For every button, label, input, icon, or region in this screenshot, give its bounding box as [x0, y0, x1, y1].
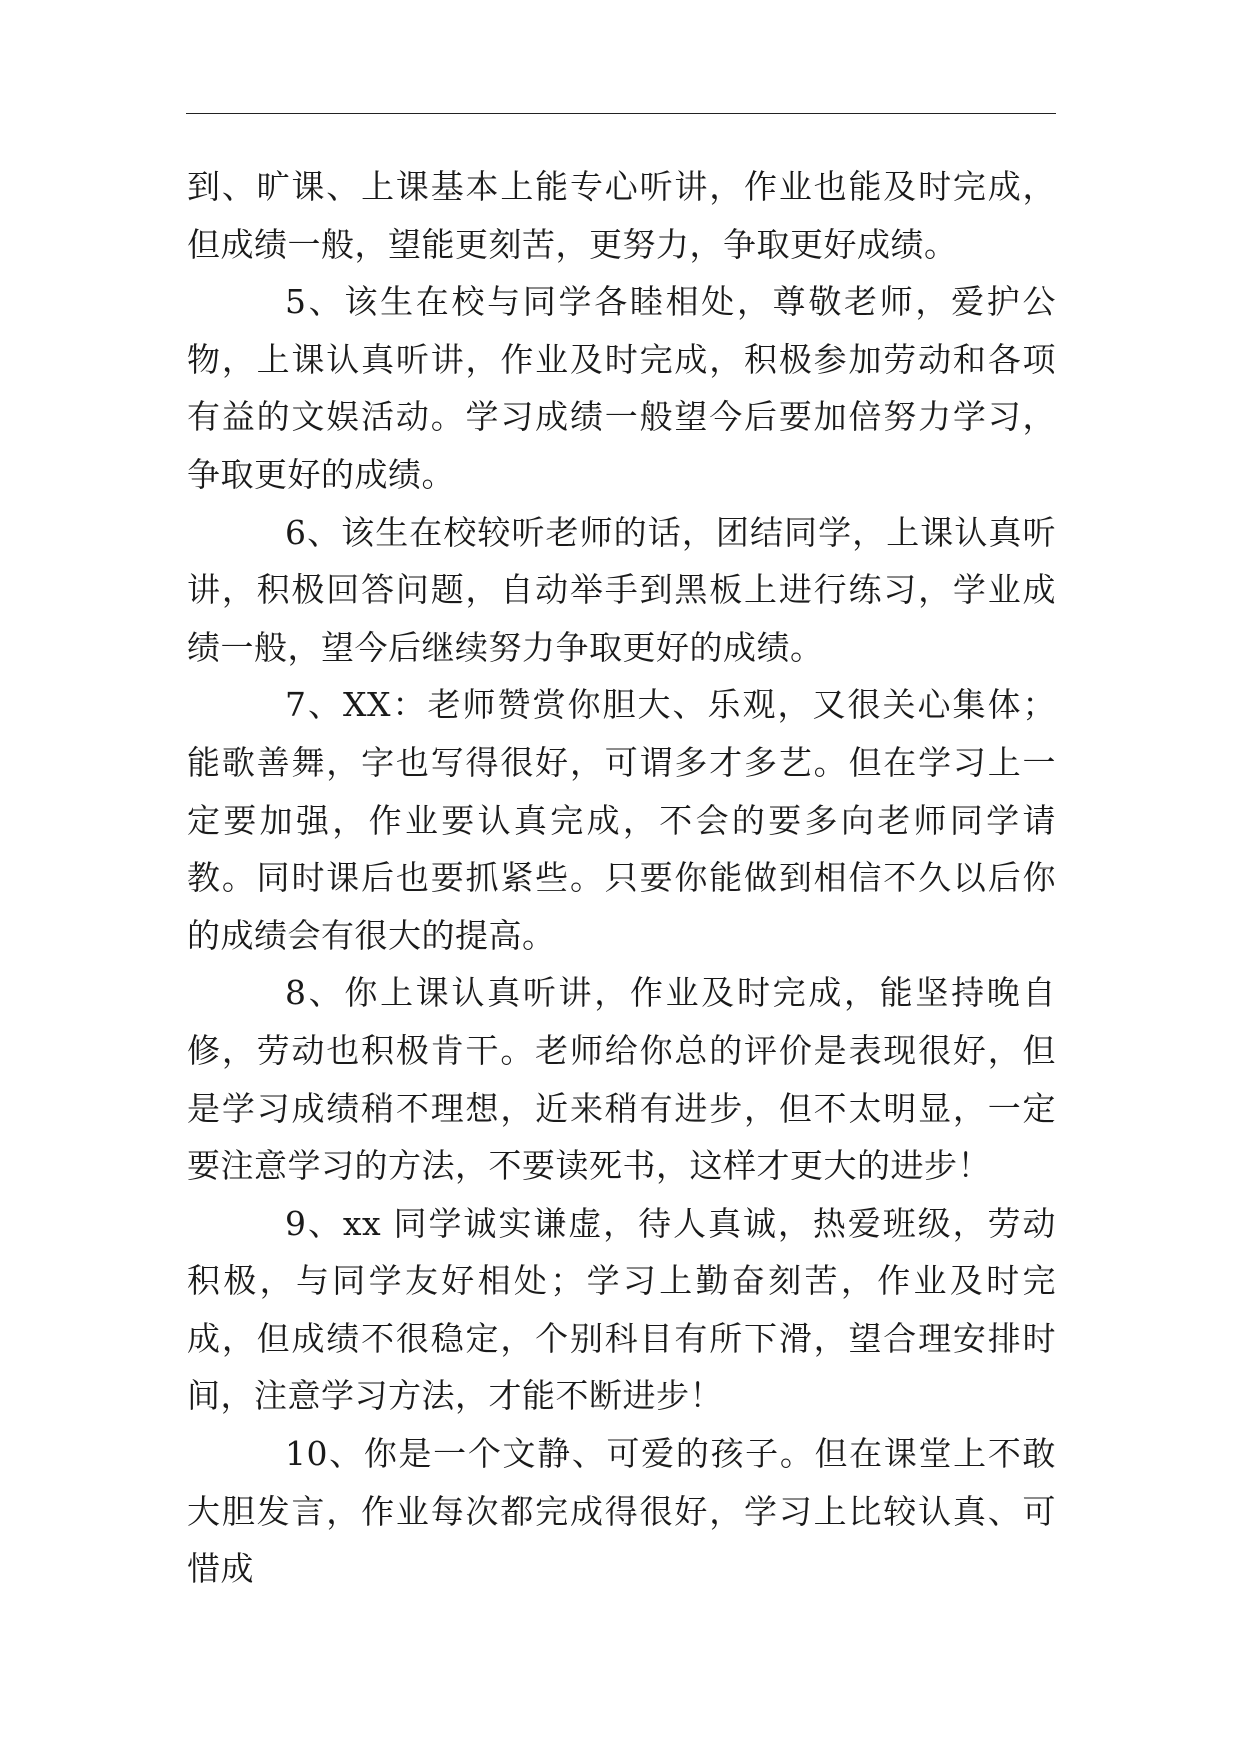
- document-body: [187, 158, 1056, 1598]
- paragraph-comment-6: 6、该生在校较听老师的话，团结同学，上课认真听讲，积极回答问题，自动举手到黑板上进行练习，学业成绩一般，望今后继续努力争取更好的成绩。: [187, 512, 1056, 667]
- paragraph-comment-9: 9、xx 同学诚实谦虚，待人真诚，热爱班级，劳动积极，与同学友好相处；学习上勤奋刻苦，作业及时完成，但成绩不很稳定，个别科目有所下滑，望合理安排时间，注意学习方法，才能不断进步！: [187, 1203, 1056, 1416]
- header-divider: [186, 113, 1056, 114]
- paragraph-comment-8: 8、你上课认真听讲，作业及时完成，能坚持晚自修，劳动也积极肯干。老师给你总的评价是表现很好，但是学习成绩稍不理想，近来稍有进步，但不太明显，一定要注意学习的方法，不要读死书，这样才更大的进步！: [187, 973, 1056, 1186]
- paragraph-comment-5: 5、该生在校与同学各睦相处，尊敬老师，爱护公物，上课认真听讲，作业及时完成，积极参加劳动和各项有益的文娱活动。学习成绩一般望今后要加倍努力学习，争取更好的成绩。: [187, 282, 1056, 494]
- paragraph-continuation: 到、旷课、上课基本上能专心听讲，作业也能及时完成，但成绩一般，望能更刻苦，更努力，争取更好成绩。: [187, 167, 1056, 264]
- paragraph-comment-10: 10、你是一个文静、可爱的孩子。但在课堂上不敢大胆发言，作业每次都完成得很好，学习上比较认真、可惜成: [187, 1434, 1056, 1589]
- paragraph-comment-7: 7、XX：老师赞赏你胆大、乐观，又很关心集体；能歌善舞，字也写得很好，可谓多才多艺。但在学习上一定要加强，作业要认真完成，不会的要多向老师同学请教。同时课后也要抓紧些。只要你能做到相信不久以后你的成绩会有很大的提高。: [187, 685, 1056, 955]
